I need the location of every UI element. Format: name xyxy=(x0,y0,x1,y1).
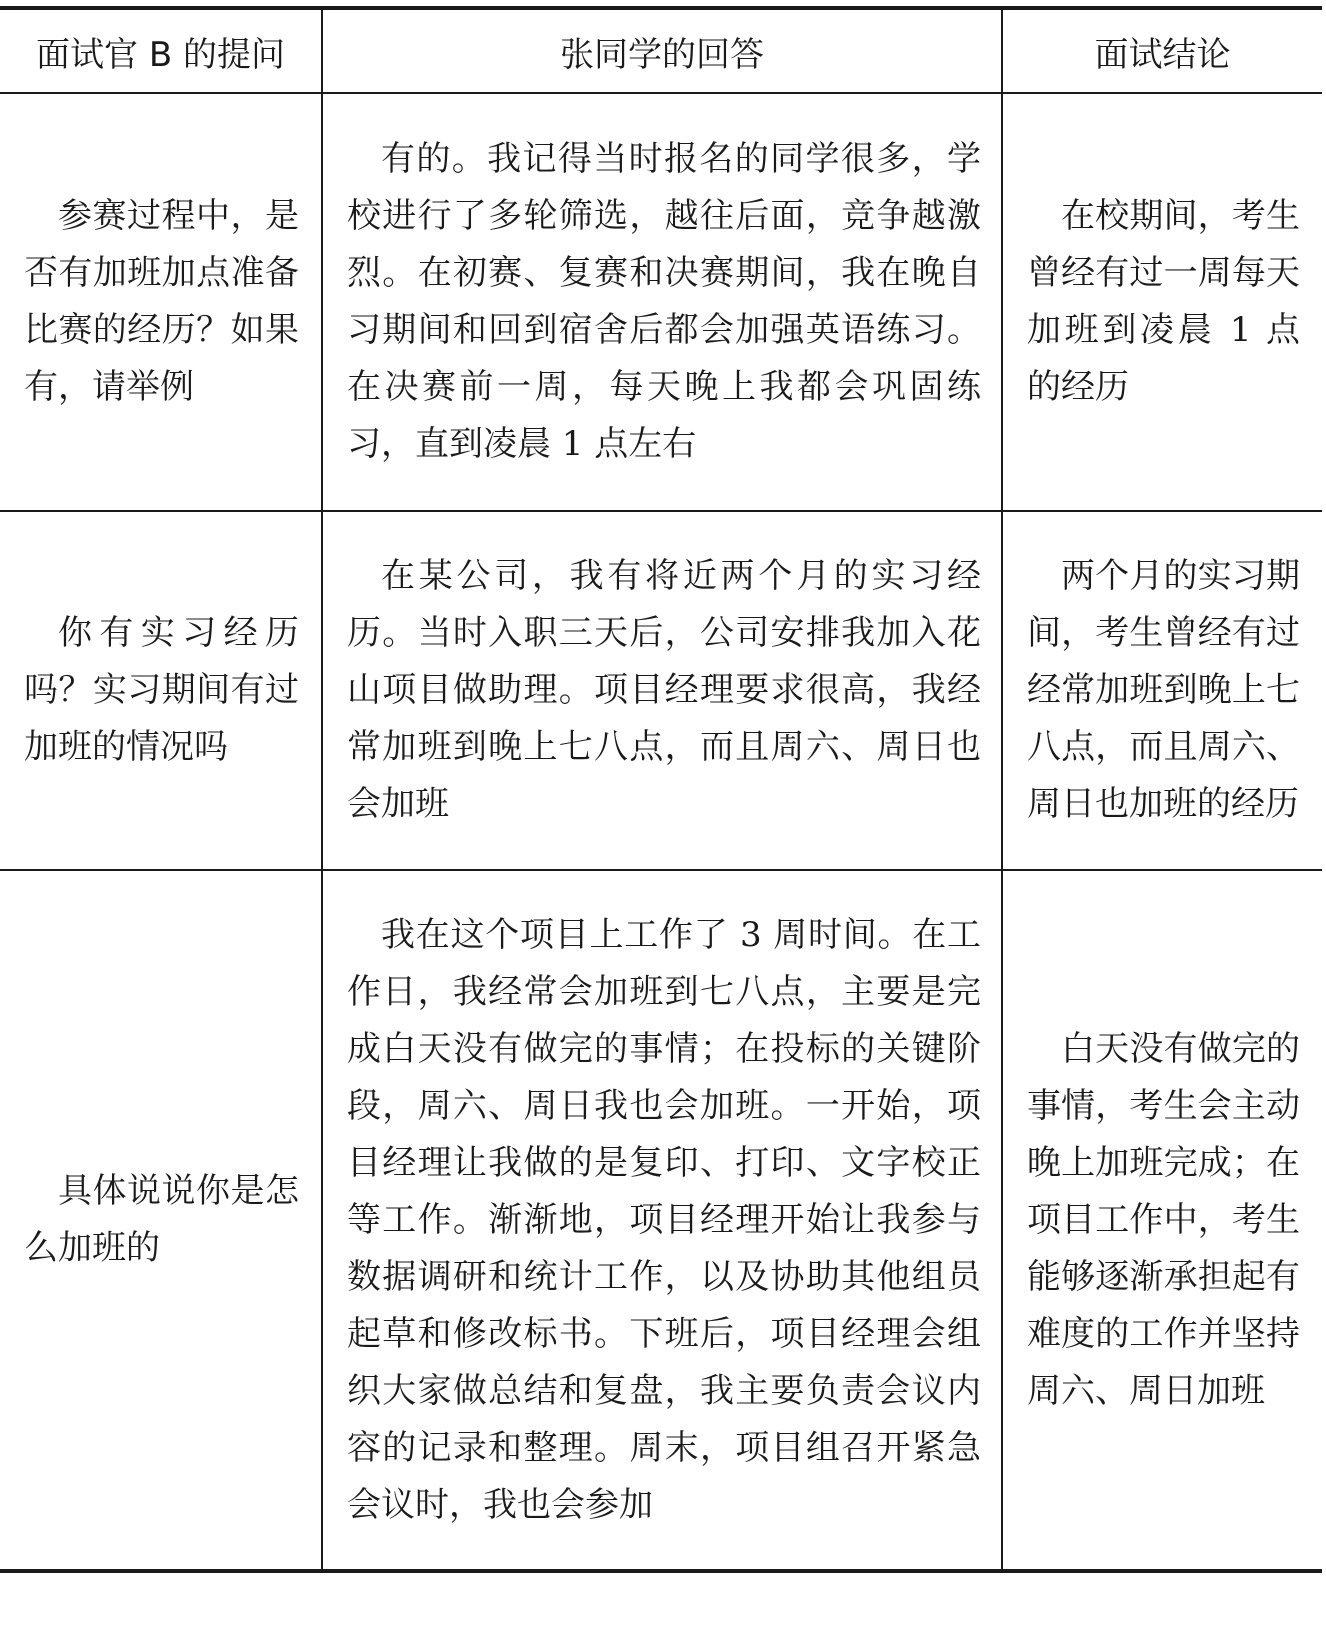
question-cell xyxy=(0,870,322,1571)
answer-text: 在某公司，我有将近两个月的实习经历。当时入职三天后，公司安排我加入花山项目做助理。项目经理要求很高，我经常加班到晚上七八点，而且周六、周日也会加班 xyxy=(347,556,981,824)
conclusion-text: 白天没有做完的事情，考生会主动晚上加班完成；在项目工作中，考生能够逐渐承担起有难度的工作并坚持周六、周日加班 xyxy=(1027,1028,1300,1411)
header-row xyxy=(0,8,1322,93)
conclusion-cell xyxy=(1002,870,1322,1571)
answer-text: 有的。我记得当时报名的同学很多，学校进行了多轮筛选，越往后面，竞争越激烈。在初赛、复赛和决赛期间，我在晚自习期间和回到宿舍后都会加强英语练习。在决赛前一周，每天晚上我都会巩固练习，直到凌晨 1 点左右 xyxy=(347,139,981,464)
conclusion-cell xyxy=(1002,93,1322,511)
conclusion-text: 在校期间，考生曾经有过一周每天加班到凌晨 1 点的经历 xyxy=(1027,196,1300,407)
interview-table xyxy=(0,6,1322,1573)
conclusion-text: 两个月的实习期间，考生曾经有过经常加班到晚上七八点，而且周六、周日也加班的经历 xyxy=(1027,556,1300,824)
table-row xyxy=(0,870,1322,1571)
conclusion-cell xyxy=(1002,511,1322,870)
question-cell xyxy=(0,93,322,511)
answer-cell xyxy=(322,93,1002,511)
question-cell xyxy=(0,511,322,870)
answer-cell xyxy=(322,511,1002,870)
answer-cell xyxy=(322,870,1002,1571)
header-answer: 张同学的回答 xyxy=(322,8,1002,93)
question-text: 具体说说你是怎么加班的 xyxy=(24,1171,299,1268)
question-text: 你有实习经历吗？实习期间有过加班的情况吗 xyxy=(24,613,299,767)
header-question: 面试官 B 的提问 xyxy=(0,8,322,93)
table-row xyxy=(0,511,1322,870)
header-conclusion: 面试结论 xyxy=(1002,8,1322,93)
question-text: 参赛过程中，是否有加班加点准备比赛的经历？如果有，请举例 xyxy=(24,196,299,407)
answer-text: 我在这个项目上工作了 3 周时间。在工作日，我经常会加班到七八点，主要是完成白天没有做完的事情；在投标的关键阶段，周六、周日我也会加班。一开始，项目经理让我做的是复印、打印、文字校正等工作。渐渐地，项目经理开始让我参与数据调研和统计工作，以及协助其他组员起草和修改标书。下班后，项目经理会组织大家做总结和复盘，我主要负责会议内容的记录和整理。周末，项目组召开紧急会议时，我也会参加 xyxy=(347,914,981,1525)
table-row xyxy=(0,93,1322,511)
